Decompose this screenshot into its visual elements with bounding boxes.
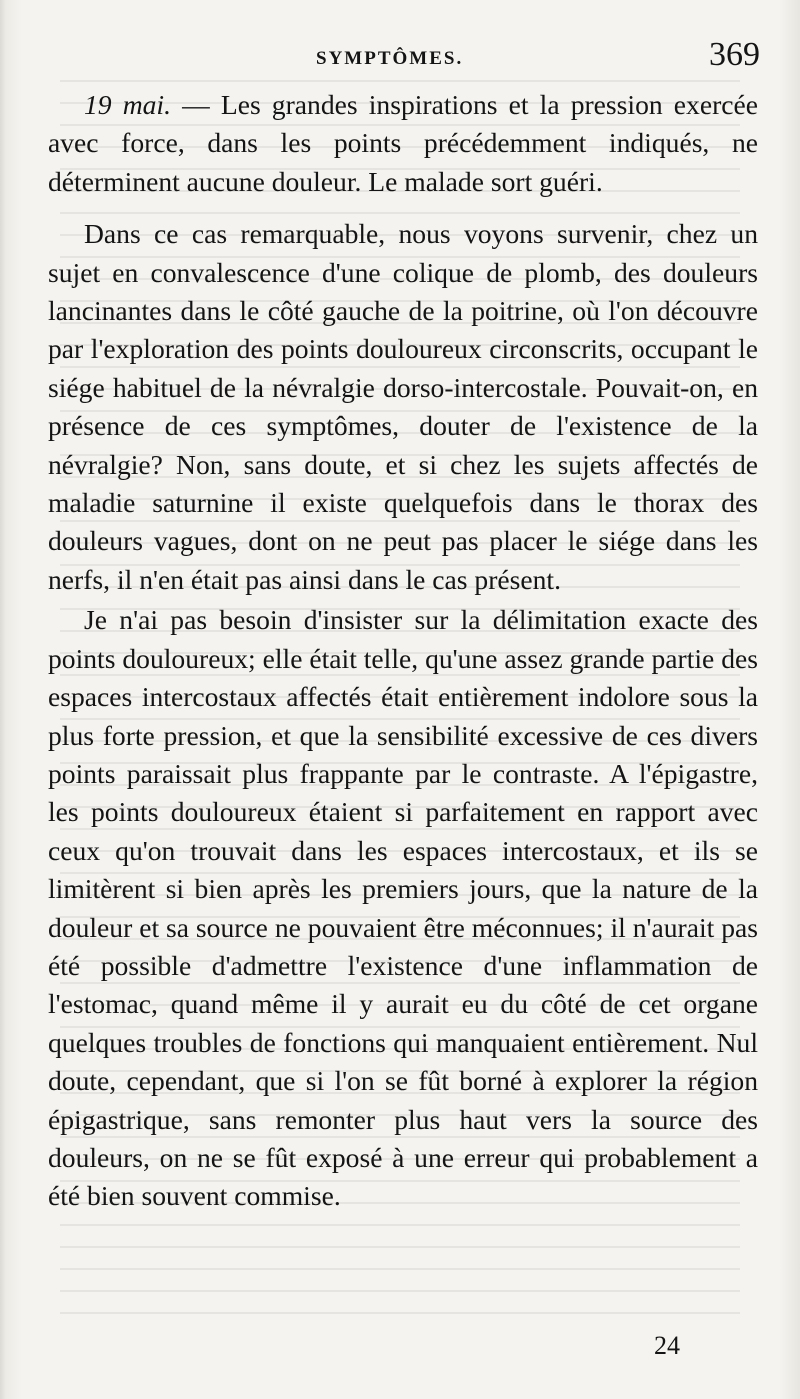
paragraph-1	[48, 86, 758, 201]
page-number: 369	[709, 36, 760, 73]
page-header	[46, 36, 760, 90]
paragraph-1-text: — Les grandes inspirations et la pression exercée avec force, dans les points précédemment indiqués, ne déterminent aucune douleur. Le malade sort guéri.	[48, 89, 759, 197]
running-head: SYMPTÔMES.	[316, 48, 464, 69]
body-text	[48, 86, 758, 1216]
paragraph-3: Je n'ai pas besoin d'insister sur la délimitation exacte des points douloureux; elle était telle, qu'une assez grande partie des espaces intercostaux affectés était entièrement indolore sous la plus forte pression, et que la sensibilité excessive de ces divers points paraissait plus frappante par le contraste. A l'épigastre, les points douloureux étaient si parfaitement en rapport avec ceux qu'on trouvait dans les espaces intercostaux, et ils se limitèrent si bien après les premiers jours, que la nature de la douleur et sa source ne pouvaient être méconnues; il n'aurait pas été possible d'admettre l'existence d'une inflammation de l'estomac, quand même il y aurait eu du côté de cet organe quelques troubles de fonctions qui manquaient entièrement. Nul doute, cependant, que si l'on se fût borné à explorer la région épigastrique, sans remonter plus haut vers la source des douleurs, on ne se fût exposé à une erreur qui probablement a été bien souvent commise.	[48, 604, 758, 1212]
entry-date: 19 mai.	[84, 89, 172, 120]
paragraph-2: Dans ce cas remarquable, nous voyons survenir, chez un sujet en convalescence d'une colique de plomb, des douleurs lancinantes dans le côté gauche de la poitrine, où l'on découvre par l'exploration des points douloureux circonscrits, occupant le siége habituel de la névralgie dorso-intercostale. Pouvait-on, en présence de ces symptômes, douter de l'existence de la névralgie? Non, sans doute, et si chez les sujets affectés de maladie saturnine il existe quelquefois dans le thorax des douleurs vagues, dont on ne peut pas placer le siége dans les nerfs, il n'en était pas ainsi dans le cas présent.	[48, 218, 758, 595]
signature-mark: 24	[654, 1331, 680, 1360]
